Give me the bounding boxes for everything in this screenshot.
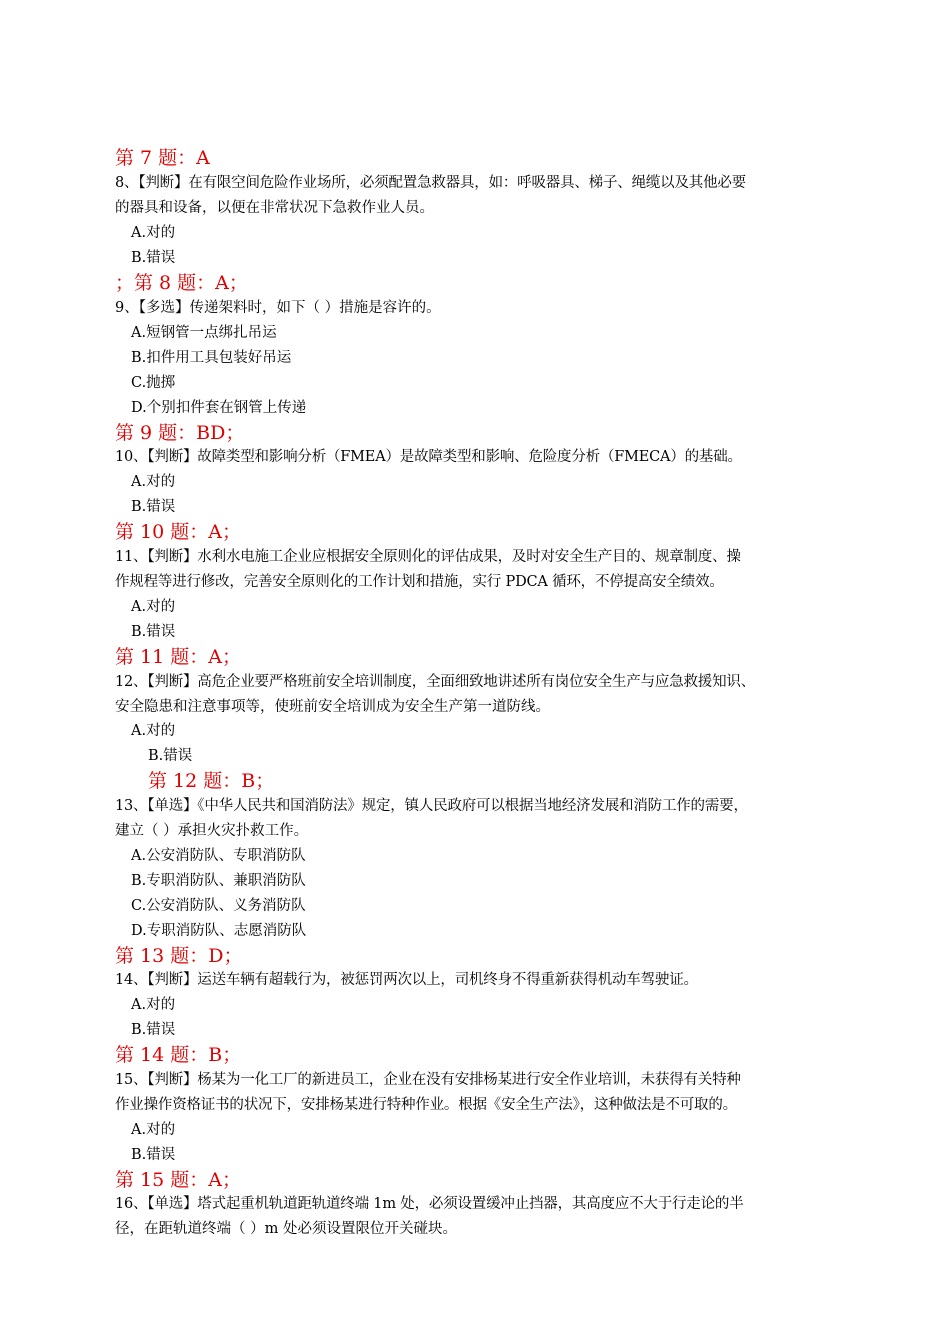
option-line: B.错误 bbox=[131, 250, 176, 266]
option-line: B.错误 bbox=[131, 1022, 176, 1038]
option-line: B.扣件用工具包装好吊运 bbox=[131, 350, 292, 366]
option-line: A.对的 bbox=[131, 1122, 176, 1138]
answer-line: 第 14 题：B； bbox=[115, 1044, 242, 1066]
question-text: 16、【单选】塔式起重机轨道距轨道终端 1m 处，必须设置缓冲止挡器，其高度应不大于行走论的半 bbox=[115, 1196, 744, 1212]
option-line: B.错误 bbox=[131, 499, 176, 515]
answer-line: 第 11 题：A； bbox=[115, 646, 241, 668]
option-line: B.错误 bbox=[131, 624, 176, 640]
question-text: 11、【判断】水利水电施工企业应根据安全原则化的评估成果，及时对安全生产目的、规章制度、操 bbox=[115, 549, 741, 565]
question-text: 12、【判断】高危企业要严格班前安全培训制度，全面细致地讲述所有岗位安全生产与应急救援知识、 bbox=[115, 674, 755, 690]
option-line: A.对的 bbox=[131, 997, 176, 1013]
question-text: 建立（ ）承担火灾扑救工作。 bbox=[115, 823, 309, 839]
question-text: 作规程等进行修改，完善安全原则化的工作计划和措施，实行 PDCA 循环，不停提高安全绩效。 bbox=[115, 574, 724, 590]
option-line: A.对的 bbox=[131, 225, 176, 241]
question-text: 作业操作资格证书的状况下，安排杨某进行特种作业。根据《安全生产法》，这种做法是不可取的。 bbox=[115, 1097, 737, 1113]
question-text: 13、【单选】《中华人民共和国消防法》规定，镇人民政府可以根据当地经济发展和消防工作的需要， bbox=[115, 798, 748, 814]
option-line: A.对的 bbox=[131, 599, 176, 615]
option-line: A.短钢管一点绑扎吊运 bbox=[131, 325, 277, 341]
option-line: D.个别扣件套在钢管上传递 bbox=[131, 400, 307, 416]
answer-line: 第 9 题：BD； bbox=[115, 422, 245, 444]
answer-line: 第 15 题：A； bbox=[115, 1169, 241, 1191]
option-line: C.公安消防队、义务消防队 bbox=[131, 898, 306, 914]
question-text: 安全隐患和注意事项等，使班前安全培训成为安全生产第一道防线。 bbox=[115, 699, 550, 715]
option-line: D.专职消防队、志愿消防队 bbox=[131, 923, 307, 939]
option-line: C.抛掷 bbox=[131, 375, 176, 391]
answer-line: 第 10 题：A； bbox=[115, 521, 241, 543]
option-line: B.专职消防队、兼职消防队 bbox=[131, 873, 306, 889]
option-line: A.对的 bbox=[131, 474, 176, 490]
question-text: 8、【判断】在有限空间危险作业场所，必须配置急救器具，如：呼吸器具、梯子、绳缆以及其他必要 bbox=[115, 175, 746, 191]
question-text: 9、【多选】传递架料时，如下（ ）措施是容许的。 bbox=[115, 300, 441, 316]
question-text: 15、【判断】杨某为一化工厂的新进员工，企业在没有安排杨某进行安全作业培训，未获得有关特种 bbox=[115, 1072, 741, 1088]
option-line: A.公安消防队、专职消防队 bbox=[131, 848, 306, 864]
question-text: 10、【判断】故障类型和影响分析（FMEA）是故障类型和影响、危险度分析（FMECA）的基础。 bbox=[115, 449, 742, 465]
answer-line: 第 13 题：D； bbox=[115, 945, 243, 967]
answer-line: 第 12 题：B； bbox=[148, 770, 275, 792]
option-line: B.错误 bbox=[148, 748, 193, 764]
question-text: 14、【判断】运送车辆有超载行为，被惩罚两次以上，司机终身不得重新获得机动车驾驶证。 bbox=[115, 972, 698, 988]
option-line: B.错误 bbox=[131, 1147, 176, 1163]
question-text: 的器具和设备，以便在非常状况下急救作业人员。 bbox=[115, 200, 434, 216]
answer-line: 第 7 题：A bbox=[115, 147, 210, 169]
question-text: 径，在距轨道终端（ ）m 处必须设置限位开关碰块。 bbox=[115, 1221, 457, 1237]
answer-line: ；第 8 题：A； bbox=[115, 272, 248, 294]
option-line: A.对的 bbox=[131, 723, 176, 739]
